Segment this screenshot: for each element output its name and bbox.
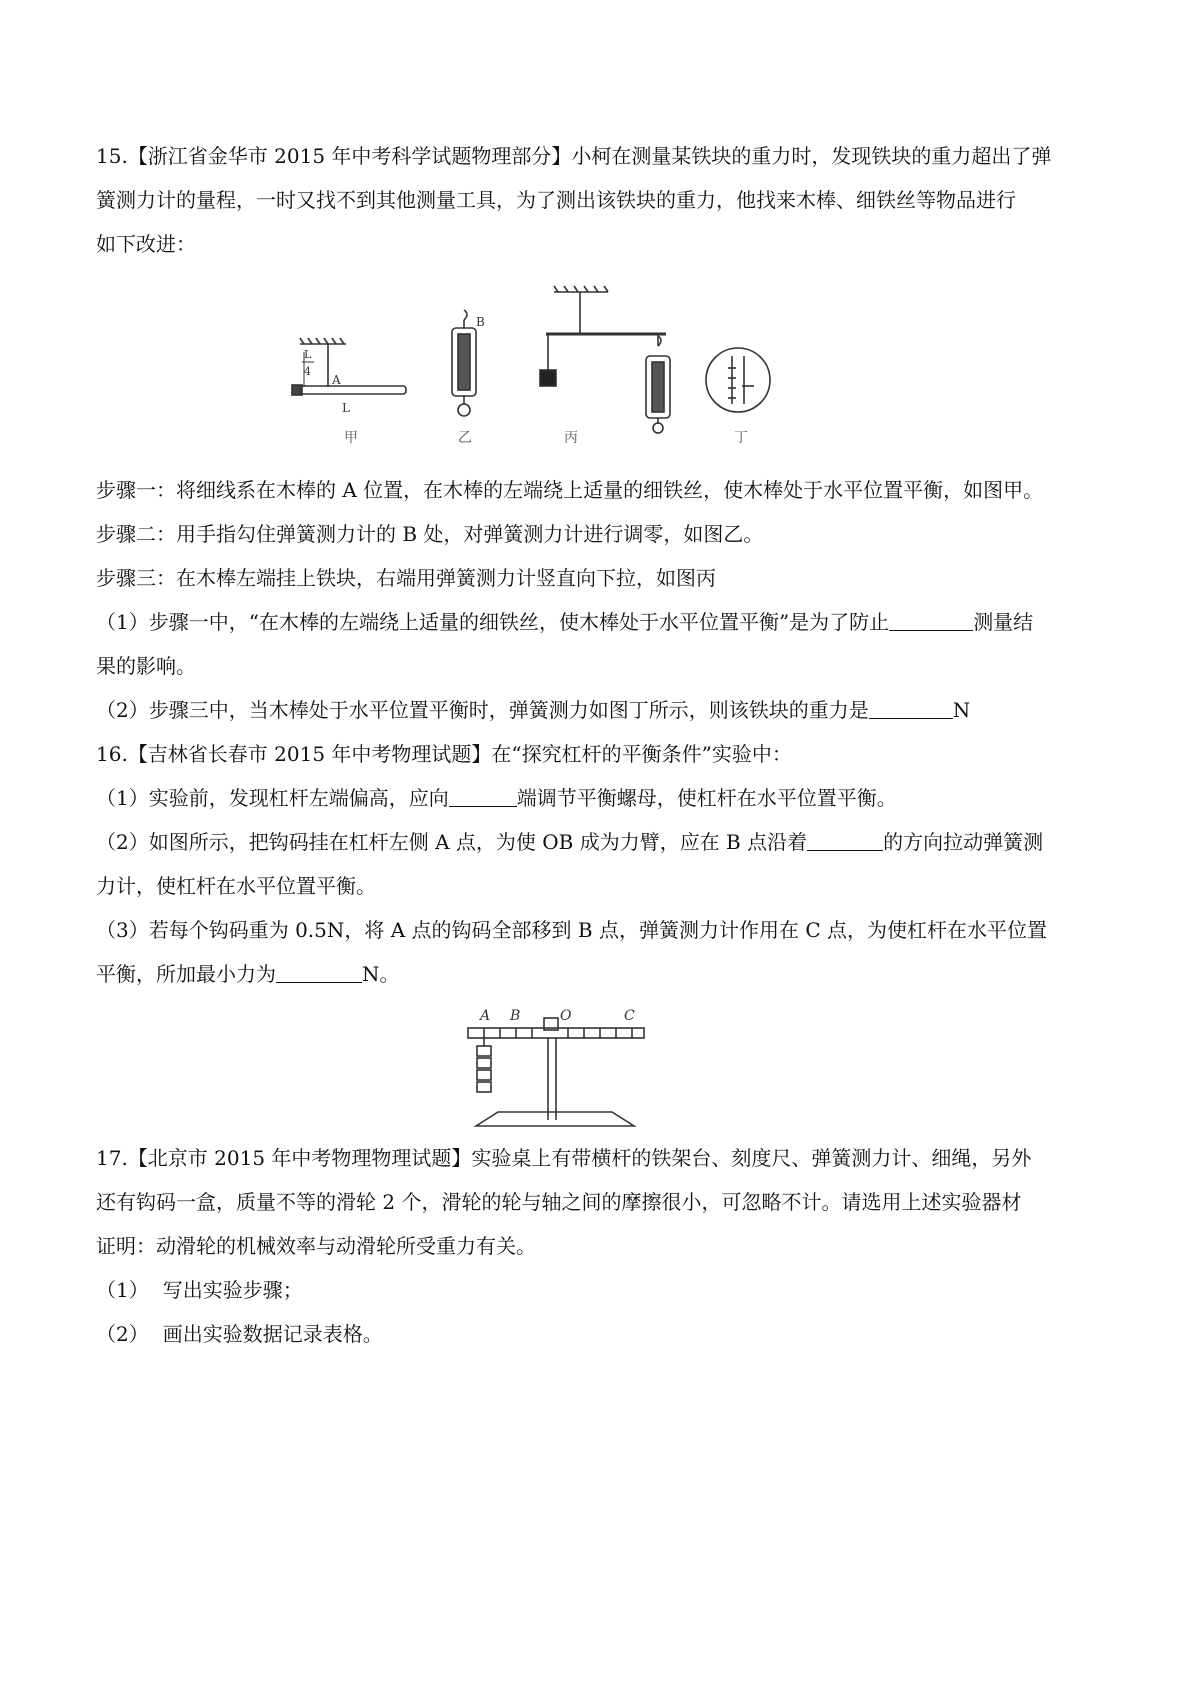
q15-line-2: 簧测力计的量程，一时又找不到其他测量工具，为了测出该铁块的重力，他找来木棒、细铁丝等物品进行 xyxy=(96,188,1016,212)
q15-part-1-tail: 测量结 xyxy=(973,610,1034,634)
q15-line-1: 15.【浙江省金华市 2015 年中考科学试题物理部分】小柯在测量某铁块的重力时，发现铁块的重力超出了弹 xyxy=(96,144,1052,168)
q17-item-2-num: （2） xyxy=(96,1322,149,1346)
q16-part-3-blank xyxy=(276,962,362,983)
q16-part-3: （3）若每个钩码重为 0.5N，将 A 点的钩码全部移到 B 点，弹簧测力计作用在 C 点，为使杠杆在水平位置 xyxy=(96,918,1047,942)
q15-step-2: 步骤二：用手指勾住弹簧测力计的 B 处，对弹簧测力计进行调零，如图乙。 xyxy=(96,522,764,546)
q15-part-1 xyxy=(96,608,1106,636)
q16-part-1-tail: 端调节平衡螺母，使杠杆在水平位置平衡。 xyxy=(516,786,897,810)
q16-point-o: O xyxy=(560,1008,572,1024)
q17-line-1: 17.【北京市 2015 年中考物理物理试题】实验桌上有带横杆的铁架台、刻度尺、弹簧测力计、细绳，另外 xyxy=(96,1146,1032,1170)
q16-point-b: B xyxy=(510,1008,521,1024)
q16-part-3-text: 平衡，所加最小力为 xyxy=(96,962,276,986)
q16-part-2-text: （2）如图所示，把钩码挂在杠杆左侧 A 点，为使 OB 成为力臂，应在 B 点沿着 xyxy=(96,830,808,854)
q16-part-2-blank xyxy=(807,830,883,851)
figure-bing xyxy=(540,286,670,433)
figure-label-ding: 丁 xyxy=(734,430,748,446)
q17-item-1-text: 写出实验步骤； xyxy=(162,1278,303,1302)
q16-title: 16.【吉林省长春市 2015 年中考物理试题】在“探究杠杆的平衡条件”实验中： xyxy=(96,742,792,766)
q17-item-1 xyxy=(96,1276,1106,1304)
q15-part-1-cont: 果的影响。 xyxy=(96,654,196,678)
q15-step-3: 步骤三：在木棒左端挂上铁块，右端用弹簧测力计竖直向下拉，如图丙 xyxy=(96,566,716,590)
figure-label-jia: 甲 xyxy=(344,430,358,446)
figure-jia-frac-den: 4 xyxy=(304,365,311,378)
q16-part-2-cont: 力计，使杠杆在水平位置平衡。 xyxy=(96,874,376,898)
q15-part-2 xyxy=(96,696,1106,724)
q17-item-2 xyxy=(96,1320,1106,1348)
q15-figure xyxy=(280,262,748,452)
q17-line-2: 还有钩码一盒，质量不等的滑轮 2 个，滑轮的轮与轴之间的摩擦很小，可忽略不计。请选用上述实验器材 xyxy=(96,1190,1022,1214)
q15-part-1-blank xyxy=(889,610,973,631)
figure-yi-mark-b: B xyxy=(476,315,485,329)
figure-jia-frac-num: L xyxy=(304,348,312,361)
q17-item-2-text: 画出实验数据记录表格。 xyxy=(162,1322,383,1346)
q16-lever-figure xyxy=(462,1000,692,1132)
q15-part-1-text: （1）步骤一中，“在木棒的左端绕上适量的细铁丝，使木棒处于水平位置平衡”是为了防止 xyxy=(96,610,890,634)
q16-point-a: A xyxy=(480,1008,491,1024)
figure-label-bing: 丙 xyxy=(564,430,578,446)
figure-label-yi: 乙 xyxy=(458,430,472,446)
q16-part-3-cont xyxy=(96,960,1106,988)
q16-point-c: C xyxy=(624,1008,635,1024)
q16-part-1 xyxy=(96,784,1106,812)
figure-jia-mark-a: A xyxy=(332,373,341,387)
q15-step-1: 步骤一：将细线系在木棒的 A 位置，在木棒的左端绕上适量的细铁丝，使木棒处于水平位置平衡，如图甲。 xyxy=(96,478,1044,502)
q16-part-1-text: （1）实验前，发现杠杆左端偏高，应向 xyxy=(96,786,449,810)
q16-part-3-unit: N。 xyxy=(362,962,400,986)
figure-jia-mark-l: L xyxy=(342,401,350,415)
q16-part-1-blank xyxy=(449,786,517,807)
figure-yi xyxy=(452,310,476,416)
q15-part-2-unit: N xyxy=(952,698,971,722)
q15-line-3: 如下改进： xyxy=(96,232,196,256)
q17-item-1-num: （1） xyxy=(96,1278,149,1302)
q16-part-2-tail: 的方向拉动弹簧测 xyxy=(883,830,1044,854)
q16-figure-labels xyxy=(478,1008,635,1024)
q15-part-2-text: （2）步骤三中，当木棒处于水平位置平衡时，弹簧测力如图丁所示，则该铁块的重力是 xyxy=(96,698,869,722)
q15-part-2-blank xyxy=(869,698,953,719)
q17-line-3: 证明：动滑轮的机械效率与动滑轮所受重力有关。 xyxy=(96,1234,536,1258)
figure-ding xyxy=(706,348,770,412)
q16-part-2 xyxy=(96,828,1106,856)
